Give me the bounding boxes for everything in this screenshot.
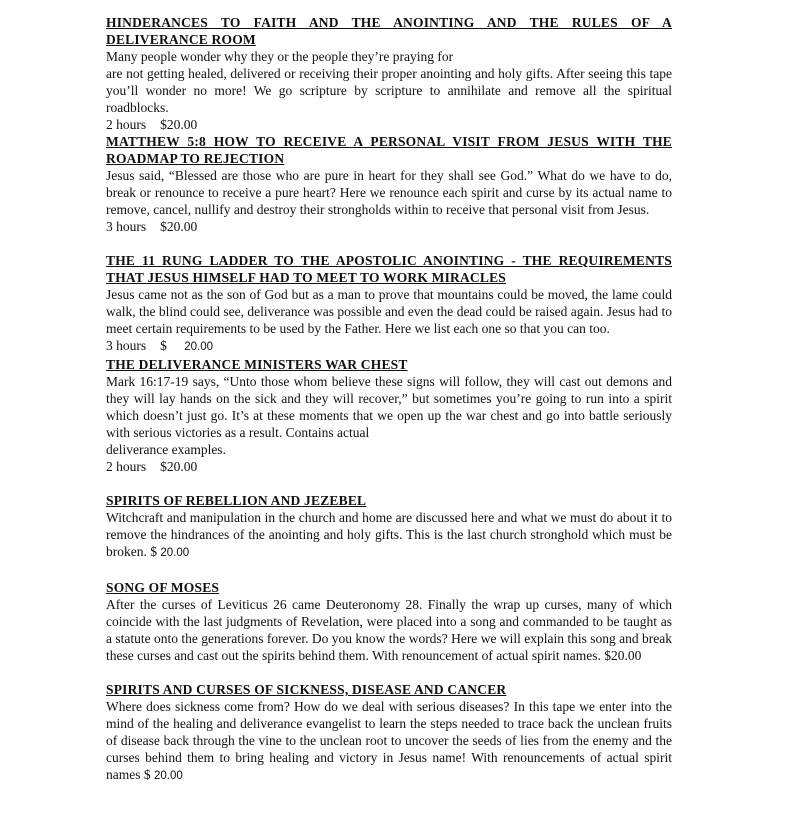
item-price: $20.00 [160,117,198,132]
item-description-text: After the curses of Leviticus 26 came Deuteronomy 28. Finally the wrap up curses, many of which coincide with the last judgments of Revelation, were placed into a song and commanded to be taught as a statute onto the generations forever. Do you know the words? Here we will explain this song and break these curses and cast out the spirits behind them. With renouncement of actual spirit names. [106,597,672,663]
item-duration: 3 hours [106,219,147,234]
item-duration: 2 hours [106,117,147,132]
item-description: Jesus said, “Blessed are those who are pure in heart for they shall see God.” What do we have to do, break or renounce to receive a pure heart? Here we renounce each spirit and curse by its actual name to remove, cancel, nullify and destroy their strongholds within to receive that personal visit from Jesus. [106,168,672,217]
item-description [106,596,672,664]
item-price-symbol: $ [143,767,151,782]
item-price-amount: 20.00 [160,547,190,559]
item-title: THE DELIVERANCE MINISTERS WAR CHEST [106,357,408,372]
item-description-main: Mark 16:17-19 says, “Unto those whom believe these signs will follow, they will cast out demons and they will lay hands on the sick and they will recover,” but sometimes you’re going to run into a spirit which doesn’t just go. It’s at these moments that we open up the war chest and go into battle seriously with serious victories as a result. Contains actual [106,374,672,440]
item-price: $20.00 [604,648,642,663]
item-description: Jesus came not as the son of God but as a man to prove that mountains could be moved, the lame could walk, the blind could see, deliverance was possible and even the dead could be raised again. Jesus had to meet certain requirements to be used by the Father. Here we list each one so that you can too. [106,287,672,336]
item-title: MATTHEW 5:8 HOW TO RECEIVE A PERSONAL VISIT FROM JESUS WITH THE ROADMAP TO REJECTION [106,134,672,166]
spacer [106,475,672,492]
item-duration-price [106,458,672,475]
tape-catalog-page [106,14,672,785]
item-description-text: Where does sickness come from? How do we deal with serious diseases? In this tape we enter into the mind of the healing and deliverance evangelist to learn the steps needed to trace back the unclean fruits of disease back through the vine to the unclean root to uncover the seeds of lies from the enemy and the curses behind them to bring healing and victory in Jesus name! With renouncements of actual spirit names [106,699,672,782]
item-price-amount: 20.00 [184,341,214,353]
catalog-item-11-rung-ladder [106,252,672,356]
item-price-symbol: $ [160,338,167,353]
item-title: THE 11 RUNG LADDER TO THE APOSTOLIC ANOINTING - THE REQUIREMENTS THAT JESUS HIMSELF HAD TO MEET TO WORK MIRACLES [106,253,672,285]
item-description-first-line: Many people wonder why they or the people they’re praying for [106,49,454,64]
item-description [106,698,672,785]
item-description [106,48,672,116]
item-duration-price [106,116,672,133]
item-price [160,338,213,353]
item-description [106,509,672,562]
item-price: $20.00 [160,459,198,474]
catalog-item-war-chest [106,356,672,475]
item-title: SPIRITS AND CURSES OF SICKNESS, DISEASE AND CANCER [106,682,507,697]
item-duration-price [106,337,672,356]
item-price-symbol: $ [150,544,157,559]
item-description-text: Witchcraft and manipulation in the church and home are discussed here and what we must do about it to remove the hindrances of the anointing and holy gifts. This is the last church stronghold which must be broken. [106,510,672,559]
spacer [106,562,672,579]
item-duration-price [106,218,672,235]
spacer [106,235,672,252]
item-title: SPIRITS OF REBELLION AND JEZEBEL [106,493,367,508]
item-description-last-line: deliverance examples. [106,442,226,457]
item-price: $20.00 [160,219,198,234]
catalog-item-matthew-5-8 [106,133,672,235]
item-duration: 3 hours [106,338,147,353]
catalog-item-sickness-disease-cancer [106,681,672,785]
item-title: SONG OF MOSES [106,580,220,595]
catalog-item-hinderances [106,14,672,133]
item-description-rest: are not getting healed, delivered or receiving their proper anointing and holy gifts. After seeing this tape you’ll wonder no more! We go scripture by scripture to annihilate and remove all the spiritual roadblocks. [106,66,672,115]
catalog-item-song-of-moses [106,579,672,664]
item-price-amount: 20.00 [154,770,183,782]
spacer [106,664,672,681]
catalog-item-rebellion-jezebel [106,492,672,562]
item-title: HINDERANCES TO FAITH AND THE ANOINTING AND THE RULES OF A DELIVERANCE ROOM [106,15,672,47]
item-description [106,373,672,458]
item-duration: 2 hours [106,459,147,474]
